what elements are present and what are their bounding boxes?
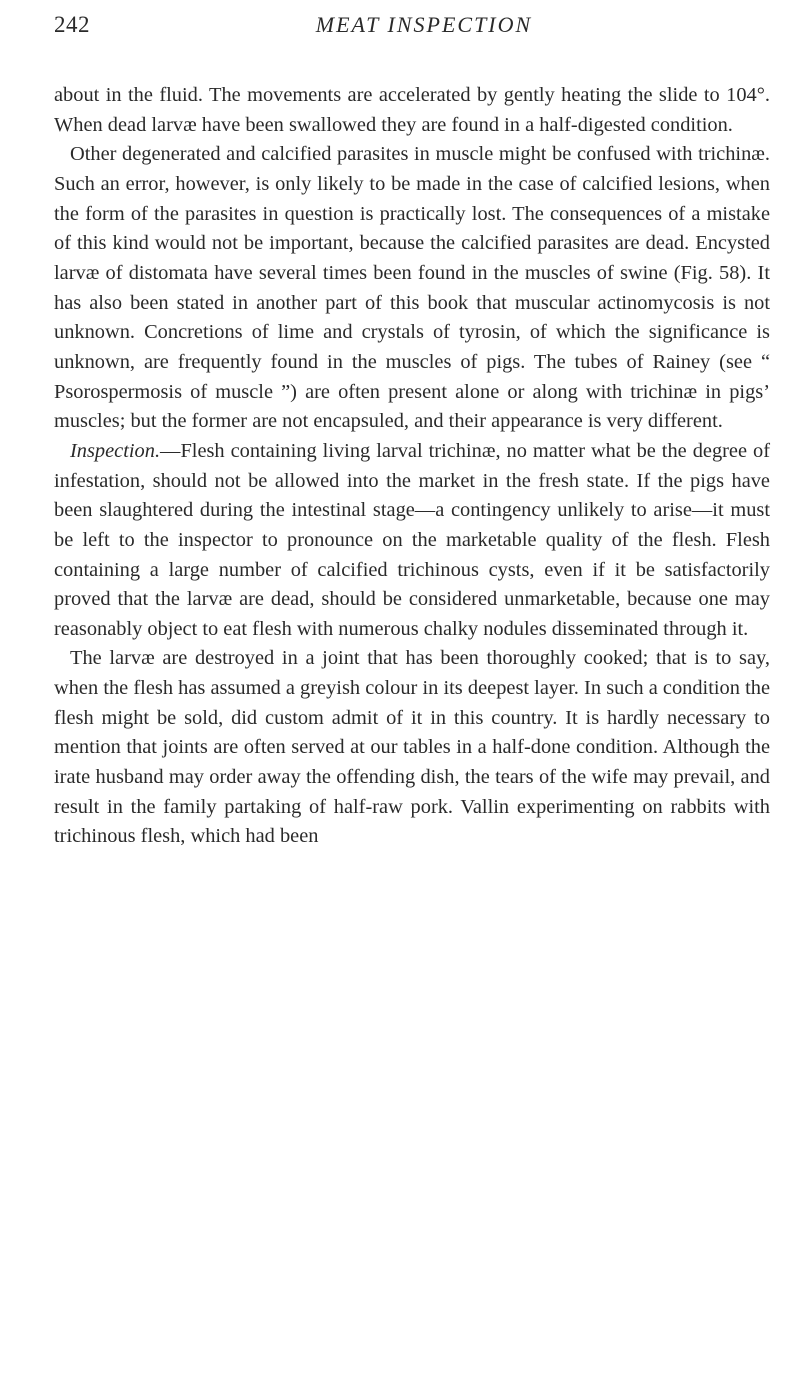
paragraph-inspection — [54, 437, 770, 645]
book-page — [54, 0, 774, 848]
inspection-text: —Flesh containing living larval trichinæ, no matter what be the degree of infestation, should not be allowed into the market in the fresh state. If the pigs have been slaughtered during the intestinal stage—a contingency unlikely to arise—it must be left to the inspector to pronounce on the marketable quality of the flesh. Flesh containing a large number of calcified trichinous cysts, even if it be satisfactorily proved that the larvæ are dead, should be considered unmarketable, because one may reasonably object to eat flesh with numerous chalky nodules disseminated through it. — [54, 439, 770, 640]
inspection-heading: Inspection. — [70, 439, 161, 462]
running-head: MEAT INSPECTION — [315, 12, 533, 37]
paragraph-parasites: Other degenerated and calcified parasites in muscle might be confused with trichinæ. Such an error, however, is only likely to be made in the case of calcified lesions, when the form of the parasites in question is practically lost. The consequences of a mistake of this kind would not be important, because the calcified parasites are dead. Encysted larvæ of distomata have several times been found in the muscles of swine (Fig. 58). It has also been stated in another part of this book that muscular actinomycosis is not unknown. Concretions of lime and crystals of tyrosin, of which the significance is unknown, are frequently found in the muscles of pigs. The tubes of Rainey (see “ Psorospermosis of muscle ”) are often present alone or along with trichinæ in pigs’ muscles; but the former are not encapsuled, and their appearance is very different. — [54, 143, 770, 433]
paragraph-continuation: about in the fluid. The movements are accelerated by gently heating the slide to 104°. When dead larvæ have been swallowed they are found in a half-digested condition. — [54, 84, 770, 136]
page-number: 242 — [54, 12, 90, 37]
body-text — [54, 81, 770, 852]
page-header — [54, 0, 774, 44]
paragraph-cooking: The larvæ are destroyed in a joint that has been thoroughly cooked; that is to say, when the flesh has assumed a greyish colour in its deepest layer. In such a condition the flesh might be sold, did custom admit of it in this country. It is hardly necessary to mention that joints are often served at our tables in a half-done condition. Although the irate husband may order away the offending dish, the tears of the wife may prevail, and result in the family partaking of half-raw pork. Vallin experimenting on rabbits with trichinous flesh, which had been — [54, 647, 770, 848]
